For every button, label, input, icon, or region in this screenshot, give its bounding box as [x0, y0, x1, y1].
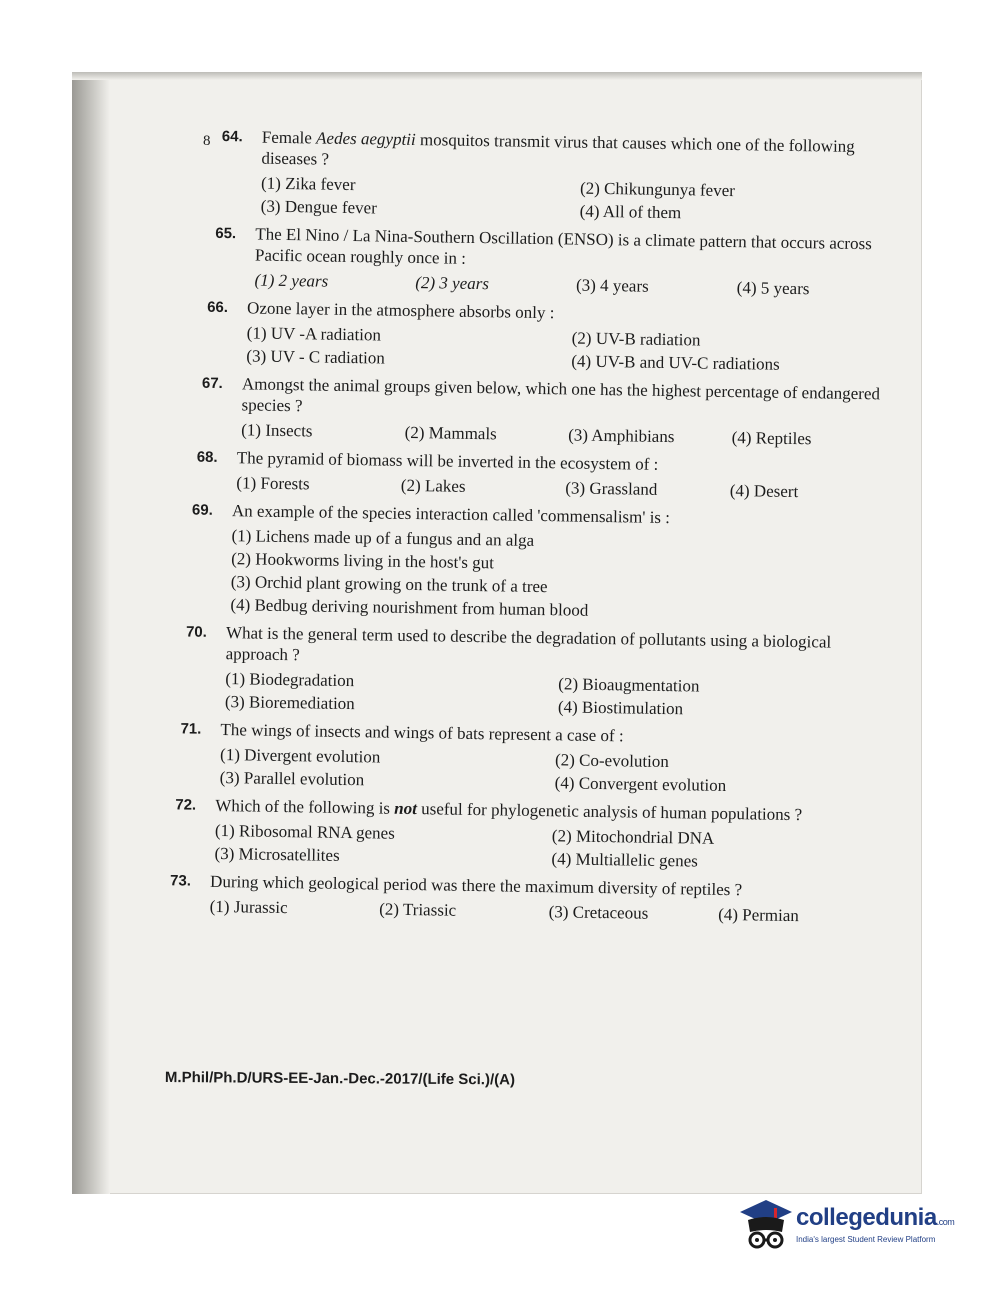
options [230, 524, 893, 626]
option-3: (3) Dengue fever [260, 196, 377, 218]
question-text: Which of the following is not useful for phylogenetic analysis of human populations ? [215, 795, 803, 825]
option-4: (4) UV-B and UV-C radiations [571, 351, 780, 374]
question-number: 68. [196, 448, 218, 466]
option-4: (4) Desert [729, 480, 799, 502]
option-1: (1) Biodegradation [225, 669, 355, 691]
option-4: (4) Convergent evolution [554, 773, 727, 795]
question-list [147, 125, 899, 935]
option-4: (4) Permian [718, 904, 800, 926]
question-number: 71. [180, 720, 202, 738]
option-3: (3) Bioremediation [224, 692, 355, 714]
option-2: (2) 3 years [415, 273, 490, 294]
options [246, 321, 897, 377]
option-3: (3) Parallel evolution [219, 768, 365, 790]
question-text: Ozone layer in the atmosphere absorbs only : [246, 298, 555, 323]
question-number: 65. [215, 224, 237, 243]
question-number: 70. [185, 623, 208, 641]
option-2: (2) Bioaugmentation [558, 674, 700, 696]
question [185, 621, 892, 723]
question-text: Amongst the animal groups given below, which one has the highest percentage of endangered species ? [241, 374, 881, 416]
question [201, 373, 896, 452]
student-mascot-icon [738, 1198, 794, 1258]
question-number: 64. [221, 127, 243, 146]
logo-tagline: India's largest Student Review Platform [796, 1235, 936, 1244]
question [196, 447, 895, 505]
question [174, 794, 889, 875]
option-1: (1) Insects [241, 420, 313, 441]
question-number: 67. [201, 374, 223, 393]
option-2: (2) Triassic [379, 899, 457, 920]
option-1: (1) Forests [236, 473, 310, 494]
option-4: (4) All of them [579, 201, 682, 223]
option-3: (3) Microsatellites [214, 843, 340, 865]
option-1: (1) Divergent evolution [219, 745, 381, 767]
options [214, 819, 889, 876]
options [225, 667, 892, 723]
question [170, 870, 889, 928]
option-4: (4) 5 years [736, 278, 810, 299]
option-2: (2) UV-B radiation [571, 328, 701, 350]
question-number: 73. [169, 872, 192, 890]
logo-wordmark: collegedunia.com [796, 1204, 955, 1231]
question-text: The El Nino / La Nina-Southern Oscillation (ENSO) is a climate pattern that occurs across Pacific ocean roughly once in : [254, 224, 872, 268]
scan-top-edge [72, 72, 922, 80]
option-2: (2) Hookworms living in the host's gut [231, 549, 495, 573]
option-3: (3) UV - C radiation [246, 346, 386, 368]
question [190, 500, 894, 627]
option-1: (1) 2 years [254, 270, 329, 291]
option-4: (4) Bedbug deriving nourishment from human blood [230, 595, 589, 620]
option-1: (1) Ribosomal RNA genes [214, 820, 395, 843]
option-2: (2) Mammals [404, 422, 497, 444]
question-text: The pyramid of biomass will be inverted in the ecosystem of : [236, 448, 659, 474]
option-3: (3) 4 years [575, 275, 649, 296]
question [221, 126, 900, 228]
question-text: During which geological period was there the maximum diversity of reptiles ? [209, 871, 743, 900]
question-text: An example of the species interaction called 'commensalism' is : [231, 501, 671, 528]
option-4: (4) Reptiles [731, 428, 812, 449]
option-3: (3) Grassland [565, 478, 658, 499]
option-2: (2) Lakes [400, 475, 466, 496]
option-1: (1) Zika fever [260, 173, 356, 195]
question-number: 66. [207, 298, 229, 317]
question [206, 297, 897, 378]
option-2: (2) Chikungunya fever [579, 178, 736, 201]
option-4: (4) Multiallelic genes [551, 849, 698, 871]
scan-edge-shadow [72, 72, 110, 1194]
question [180, 718, 891, 799]
collegedunia-logo[interactable] [738, 1198, 968, 1268]
paper-code-footer: M.Phil/Ph.D/URS-EE-Jan.-Dec.-2017/(Life Sci.)/(A) [164, 1069, 516, 1089]
question [214, 223, 898, 302]
option-1: (1) Lichens made up of a fungus and an alga [231, 526, 535, 550]
option-2: (2) Co-evolution [554, 750, 670, 772]
option-2: (2) Mitochondrial DNA [551, 826, 715, 848]
question-number: 69. [191, 501, 213, 519]
question-text: Female Aedes aegyptii mosquitos transmit virus that causes which one of the following diseases ? [261, 127, 855, 169]
option-1: (1) UV -A radiation [246, 323, 382, 345]
question-text: What is the general term used to describe the degradation of pollutants using a biological approach ? [225, 623, 832, 665]
option-3: (3) Cretaceous [548, 902, 649, 923]
question-text: The wings of insects and wings of bats represent a case of : [220, 720, 624, 746]
options [220, 743, 891, 800]
option-1: (1) Jurassic [209, 896, 288, 918]
options [261, 172, 900, 228]
option-4: (4) Biostimulation [557, 697, 684, 719]
question-number: 72. [175, 796, 197, 814]
page-number: 8 [203, 133, 211, 149]
option-3: (3) Orchid plant growing on the trunk of a tree [230, 572, 548, 597]
option-3: (3) Amphibians [568, 425, 675, 447]
